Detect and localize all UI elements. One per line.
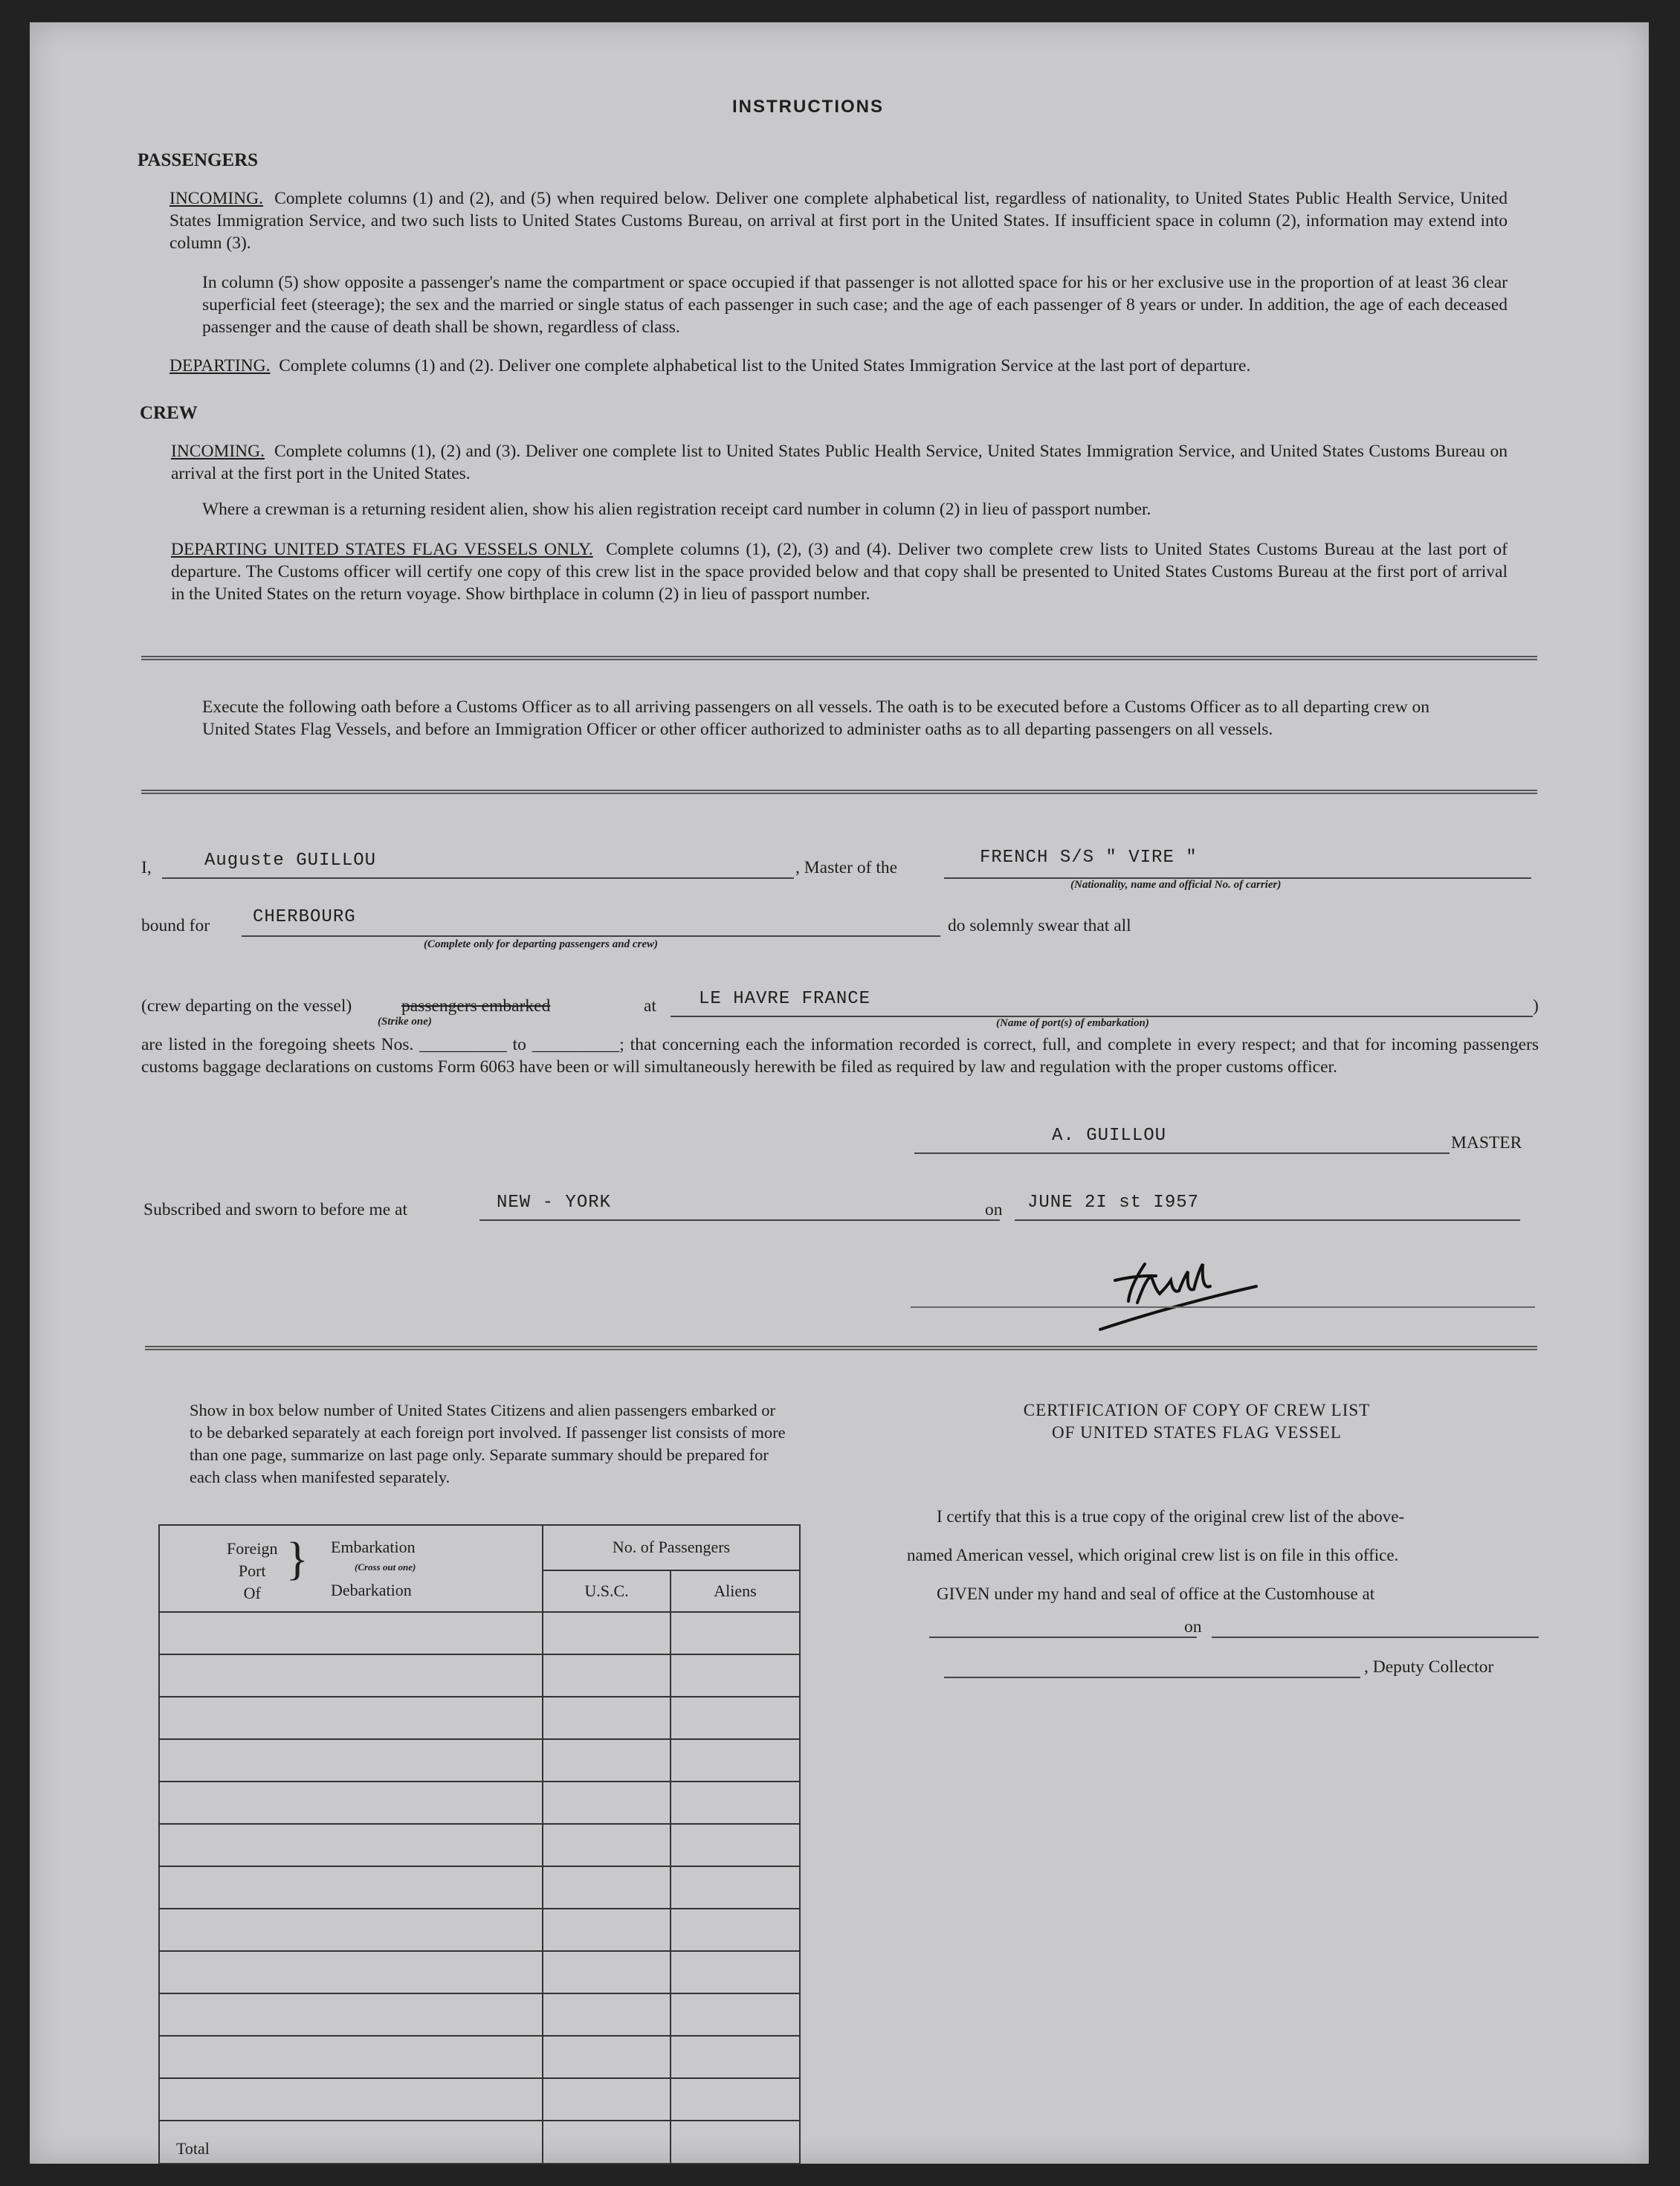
port-cell[interactable]: [159, 1654, 543, 1697]
certification-title-line1: CERTIFICATION OF COPY OF CREW LIST: [1023, 1401, 1371, 1419]
aliens-cell[interactable]: [671, 2036, 800, 2078]
aliens-cell[interactable]: [671, 2078, 800, 2121]
usc-cell[interactable]: [543, 1993, 671, 2036]
subscribed-sworn-label: Subscribed and sworn to before me at: [143, 1200, 408, 1219]
total-label: Total: [159, 2121, 543, 2164]
sworn-place-value: NEW - YORK: [497, 1193, 612, 1213]
passengers-incoming-paragraph: [169, 187, 1508, 254]
sworn-date-value: JUNE 2I st I957: [1027, 1193, 1200, 1213]
port-row: [159, 1697, 800, 1739]
port-row: [159, 1951, 800, 1993]
crew-departing-paragraph: [171, 538, 1508, 605]
aliens-cell[interactable]: [671, 1739, 800, 1782]
master-signature-value: A. GUILLOU: [1052, 1126, 1167, 1146]
ports-summary-table: [158, 1524, 801, 2164]
aliens-header: Aliens: [671, 1570, 800, 1612]
port-cell[interactable]: [159, 1909, 543, 1951]
total-usc-cell[interactable]: [543, 2121, 671, 2164]
passengers-heading: PASSENGERS: [138, 150, 259, 170]
port-cell[interactable]: [159, 2078, 543, 2121]
passengers-incoming-label: INCOMING.: [169, 189, 263, 208]
separator-rule: [141, 656, 1537, 660]
summary-instructions: Show in box below number of United States Citizens and alien passengers embarked or to be debarked separately at each foreign port involved. If passenger list consists of more than one page, summarize on last page only. Separate summary should be prepared for each class when manifested separately.: [190, 1401, 786, 1486]
handwritten-signature: [1085, 1234, 1308, 1338]
usc-cell[interactable]: [543, 1866, 671, 1909]
certification-line1: I certify that this is a true copy of the original crew list of the above-: [937, 1507, 1405, 1526]
port-row: [159, 1909, 800, 1951]
bound-for-field: [242, 935, 940, 937]
usc-cell[interactable]: [543, 1782, 671, 1824]
port-label: Port: [238, 1561, 266, 1580]
crew-departing-text: Complete columns (1), (2), (3) and (4). Deliver two complete crew lists to United States Customs Bureau at the last port of departure. The Customs officer will certify one copy of this crew list in the space provided below and that copy shall be presented to United States Customs Bureau at the first port of arrival in the United States on the return voyage. Show birthplace in column (2) in lieu of passport number.: [171, 540, 1508, 604]
no-of-passengers-header: No. of Passengers: [543, 1525, 800, 1570]
aliens-cell[interactable]: [671, 1697, 800, 1739]
aliens-cell[interactable]: [671, 1866, 800, 1909]
usc-cell[interactable]: [543, 1654, 671, 1697]
of-label: Of: [243, 1584, 261, 1602]
master-name-field: [162, 877, 794, 879]
usc-cell[interactable]: [543, 1697, 671, 1739]
aliens-cell[interactable]: [671, 1612, 800, 1654]
port-cell[interactable]: [159, 2036, 543, 2078]
oath-i-label: I,: [141, 858, 152, 877]
embarkation-port-value: LE HAVRE FRANCE: [699, 989, 871, 1009]
strike-one-caption: (Strike one): [378, 1016, 432, 1028]
port-row: [159, 1993, 800, 2036]
closing-parenthesis: ): [1533, 996, 1539, 1016]
master-name-value: Auguste GUILLOU: [204, 851, 377, 871]
certification-line3: GIVEN under my hand and seal of office at the Customhouse at: [937, 1584, 1375, 1603]
aliens-cell[interactable]: [671, 1824, 800, 1866]
total-aliens-cell[interactable]: [671, 2121, 800, 2164]
port-row: [159, 1824, 800, 1866]
certification-on-label: on: [1184, 1617, 1202, 1637]
port-cell[interactable]: [159, 1866, 543, 1909]
passengers-incoming-text: Complete columns (1) and (2), and (5) when required below. Deliver one complete alphabetical list, regardless of nationality, to United States Public Health Service, United States Immigration Service, and two such lists to United States Customs Bureau, on arrival at first port in the United States. If insufficient space in column (2), information may extend into column (3).: [169, 189, 1508, 253]
separator-rule: [145, 1346, 1537, 1350]
port-cell[interactable]: [159, 1951, 543, 1993]
aliens-cell[interactable]: [671, 1993, 800, 2036]
at-label: at: [644, 996, 656, 1016]
customhouse-field[interactable]: [929, 1637, 1197, 1638]
crew-departing-label: (crew departing on the vessel): [141, 996, 352, 1016]
usc-cell[interactable]: [543, 1951, 671, 1993]
deputy-collector-label: , Deputy Collector: [1364, 1657, 1494, 1677]
port-cell[interactable]: [159, 1993, 543, 2036]
certification-date-field[interactable]: [1212, 1637, 1539, 1638]
usc-cell[interactable]: [543, 1824, 671, 1866]
aliens-cell[interactable]: [671, 1909, 800, 1951]
bound-for-caption: (Complete only for departing passengers and crew): [424, 938, 658, 950]
crew-heading: CREW: [140, 403, 198, 423]
usc-cell[interactable]: [543, 1739, 671, 1782]
port-row: [159, 2078, 800, 2121]
embarkation-caption: (Name of port(s) of embarkation): [996, 1017, 1149, 1029]
usc-header: U.S.C.: [543, 1570, 671, 1612]
document-page: [30, 22, 1649, 2164]
bleed-through-stamp: [45, 896, 121, 915]
on-label: on: [985, 1200, 1003, 1219]
foreign-port-of-label: [227, 1538, 277, 1605]
port-cell[interactable]: [159, 1824, 543, 1866]
port-cell[interactable]: [159, 1739, 543, 1782]
foreign-label: Foreign: [227, 1539, 278, 1558]
instructions-title: INSTRUCTIONS: [732, 97, 884, 117]
officer-signature-field: [911, 1306, 1535, 1308]
port-cell[interactable]: [159, 1612, 543, 1654]
aliens-cell[interactable]: [671, 1654, 800, 1697]
carrier-caption: (Nationality, name and official No. of carrier): [1070, 879, 1282, 891]
crew-returning-alien-paragraph: Where a crewman is a returning resident alien, show his alien registration receipt card number in column (2) in lieu of passport number.: [202, 500, 1151, 519]
oath-sheets-paragraph: are listed in the foregoing sheets Nos. __________ to __________; that concerning each the information recorded is correct, full, and complete in every respect; and that for incoming passengers customs baggage declarations on customs Form 6063 have been or will simultaneously herewith be filed as required by law and regulation with the proper customs officer.: [141, 1035, 1539, 1077]
port-row: [159, 1739, 800, 1782]
bound-for-value: CHERBOURG: [253, 907, 356, 927]
aliens-cell[interactable]: [671, 1951, 800, 1993]
deputy-collector-field[interactable]: [944, 1677, 1360, 1678]
port-row: [159, 1782, 800, 1824]
passengers-departing-text: Complete columns (1) and (2). Deliver one complete alphabetical list to the United States Immigration Service at the last port of departure.: [279, 356, 1251, 375]
ports-header-cell: [159, 1525, 543, 1612]
passengers-departing-label: DEPARTING.: [169, 356, 271, 375]
crew-incoming-paragraph: [171, 440, 1508, 485]
struck-passengers-text: passengers embarked: [401, 996, 551, 1016]
carrier-value: FRENCH S/S " VIRE ": [980, 848, 1198, 868]
port-cell[interactable]: [159, 1782, 543, 1824]
aliens-cell[interactable]: [671, 1782, 800, 1824]
brace-glyph: }: [286, 1534, 308, 1584]
sworn-date-field: [1015, 1219, 1520, 1221]
port-rows: [159, 1612, 800, 2121]
passengers-departing-paragraph: [169, 355, 1508, 377]
usc-cell[interactable]: [543, 2036, 671, 2078]
certification-text: [907, 1497, 1539, 1613]
usc-cell[interactable]: [543, 1909, 671, 1951]
solemnly-swear-label: do solemnly swear that all: [948, 916, 1131, 935]
port-row: [159, 2036, 800, 2078]
master-title-label: MASTER: [1451, 1133, 1522, 1152]
debarkation-label: Debarkation: [331, 1581, 412, 1599]
master-signature-field: [914, 1152, 1450, 1154]
passengers-column5-paragraph: In column (5) show opposite a passenger's name the compartment or space occupied if that passenger is not allotted space for his or her exclusive use in the proportion of at least 36 clear superficial feet (steerage); the sex and the married or single status of each passenger in such case; and the age of each passenger of 8 years or under. In addition, the age of each deceased passenger and the cause of death shall be shown, regardless of class.: [202, 273, 1508, 337]
port-row: [159, 1612, 800, 1654]
usc-cell[interactable]: [543, 2078, 671, 2121]
port-row: [159, 1866, 800, 1909]
crew-incoming-label: INCOMING.: [171, 442, 265, 461]
port-row: [159, 1654, 800, 1697]
certification-title: [963, 1399, 1431, 1444]
usc-cell[interactable]: [543, 1612, 671, 1654]
oath-instructions-paragraph: Execute the following oath before a Customs Officer as to all arriving passengers on all vessels. The oath is to be executed before a Customs Officer as to all departing crew on United States Flag Vessels, and before an Immigration Officer or other officer authorized to administer oaths as to all departing passengers on all vessels.: [202, 697, 1430, 739]
separator-rule: [141, 790, 1537, 794]
port-cell[interactable]: [159, 1697, 543, 1739]
master-of-the-label: , Master of the: [795, 858, 898, 877]
crew-incoming-text: Complete columns (1), (2) and (3). Deliver one complete list to United States Public Health Service, United States Immigration Service, and United States Customs Bureau on arrival at the first port in the United States.: [171, 442, 1508, 483]
certification-title-line2: OF UNITED STATES FLAG VESSEL: [1052, 1423, 1342, 1442]
sworn-place-field: [479, 1219, 1000, 1221]
bound-for-label: bound for: [141, 916, 210, 935]
crew-departing-label: DEPARTING UNITED STATES FLAG VESSELS ONLY.: [171, 540, 593, 559]
cross-out-one-caption: (Cross out one): [355, 1561, 416, 1573]
certification-line2: named American vessel, which original crew list is on file in this office.: [907, 1546, 1399, 1564]
embarkation-label: Embarkation: [331, 1538, 416, 1556]
